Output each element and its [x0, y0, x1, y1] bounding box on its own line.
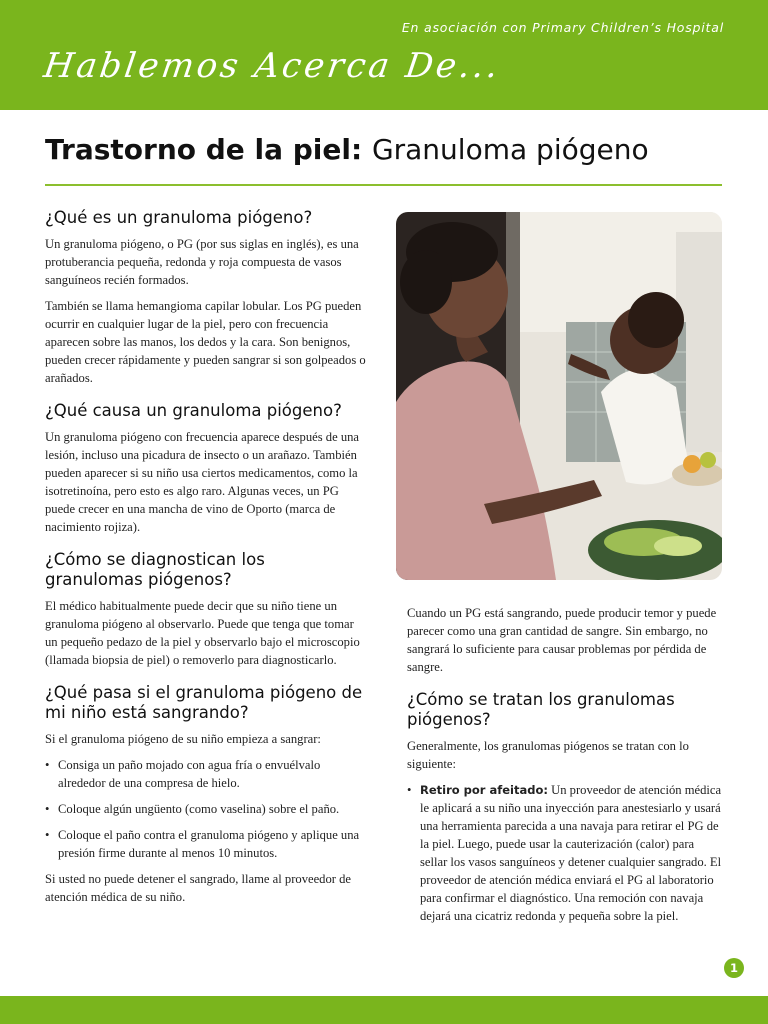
cause-paragraph: Un granuloma piógeno con frecuencia aparece después de una lesión, incluso una picadura de insecto o un arañazo. También pueden aparecer si su niño usa ciertos medicamentos, como la isotretinoína, pero esto es algo raro. Algunas veces, un PG puede crecer en una mancha de vino de Oporto (marca de nacimiento rojiza). [45, 430, 360, 534]
bleeding-intro: Si el granuloma piógeno de su niño empieza a sangrar: [45, 732, 321, 746]
photo-illustration [396, 212, 722, 580]
header-banner [0, 0, 768, 110]
list-item [407, 781, 723, 925]
treatment-text: Un proveedor de atención médica le aplicará a su niño una inyección para anestesiarlo y usará una herramienta parecida a una navaja para retirar el PG de la piel. Luego, puede usar la cauterización (calor) para sellar los vasos sanguíneos y detener cualquier sangrado. El proveedor de atención médica enviará el PG al laboratorio para confirmar el diagnóstico. Una remoción con navaja dejará una cicatriz redonda y pequeña sobre la piel. [420, 783, 722, 923]
page-title [45, 133, 649, 166]
right-column [407, 604, 723, 933]
mother-child-photo [396, 212, 722, 580]
treatment-list [407, 781, 723, 925]
what-paragraph-1: Un granuloma piógeno, o PG (por sus siglas en inglés), es una protuberancia pequeña, redonda y roja compuesta de vasos sanguíneos recién formados. [45, 237, 359, 287]
heading-diagnose: ¿Cómo se diagnostican los granulomas piógenos? [45, 550, 265, 589]
what-paragraph-2: También se llama hemangioma capilar lobular. Los PG pueden ocurrir en cualquier lugar de la piel, pero con frecuencia aparecen sobre las manos, los dedos y la cara. Son benignos, pueden crecer rápidamente y pueden sangrar si son golpeados o arañados. [45, 299, 366, 385]
footer-bar [0, 996, 768, 1024]
page-title-topic: Trastorno de la piel: [45, 133, 363, 166]
partner-note: En asociación con Primary Children’s Hospital [401, 20, 724, 35]
treatment-lead: Retiro por afeitado: [420, 783, 548, 797]
list-item: • Consiga un paño mojado con agua fría o envuélvalo alrededor de una compresa de hielo. [45, 756, 367, 792]
list-item: • Coloque algún ungüento (como vaselina) sobre el paño. [45, 800, 367, 818]
heading-cause: ¿Qué causa un granuloma piógeno? [45, 401, 342, 420]
series-title: Hablemos Acerca De... [41, 46, 504, 86]
page-title-condition: Granuloma piógeno [371, 133, 649, 166]
heading-what: ¿Qué es un granuloma piógeno? [45, 208, 313, 227]
bleeding-closing: Si usted no puede detener el sangrado, llame al proveedor de atención médica de su niño. [45, 872, 351, 904]
bleeding-steps [45, 756, 367, 862]
heading-treat: ¿Cómo se tratan los granulomas piógenos? [407, 690, 675, 729]
treat-intro: Generalmente, los granulomas piógenos se tratan con lo siguiente: [407, 739, 689, 771]
right-intro-paragraph: Cuando un PG está sangrando, puede producir temor y puede parecer como una gran cantidad de sangre. Sin embargo, no sangrará lo suficiente para causar problemas por pérdida de sangre. [407, 606, 717, 674]
list-item: • Coloque el paño contra el granuloma piógeno y aplique una presión firme durante al menos 10 minutos. [45, 826, 367, 862]
left-column [45, 208, 367, 914]
title-divider [45, 184, 722, 186]
heading-bleeding: ¿Qué pasa si el granuloma piógeno de mi niño está sangrando? [45, 683, 363, 722]
page-number-badge: 1 [724, 958, 744, 978]
diagnose-paragraph: El médico habitualmente puede decir que su niño tiene un granuloma piógeno al observarlo. Puede que tenga que tomar un pequeño pedazo de la piel y observarlo bajo el microscopio (llamada biopsia de piel) o removerlo para diagnosticarlo. [45, 599, 360, 667]
